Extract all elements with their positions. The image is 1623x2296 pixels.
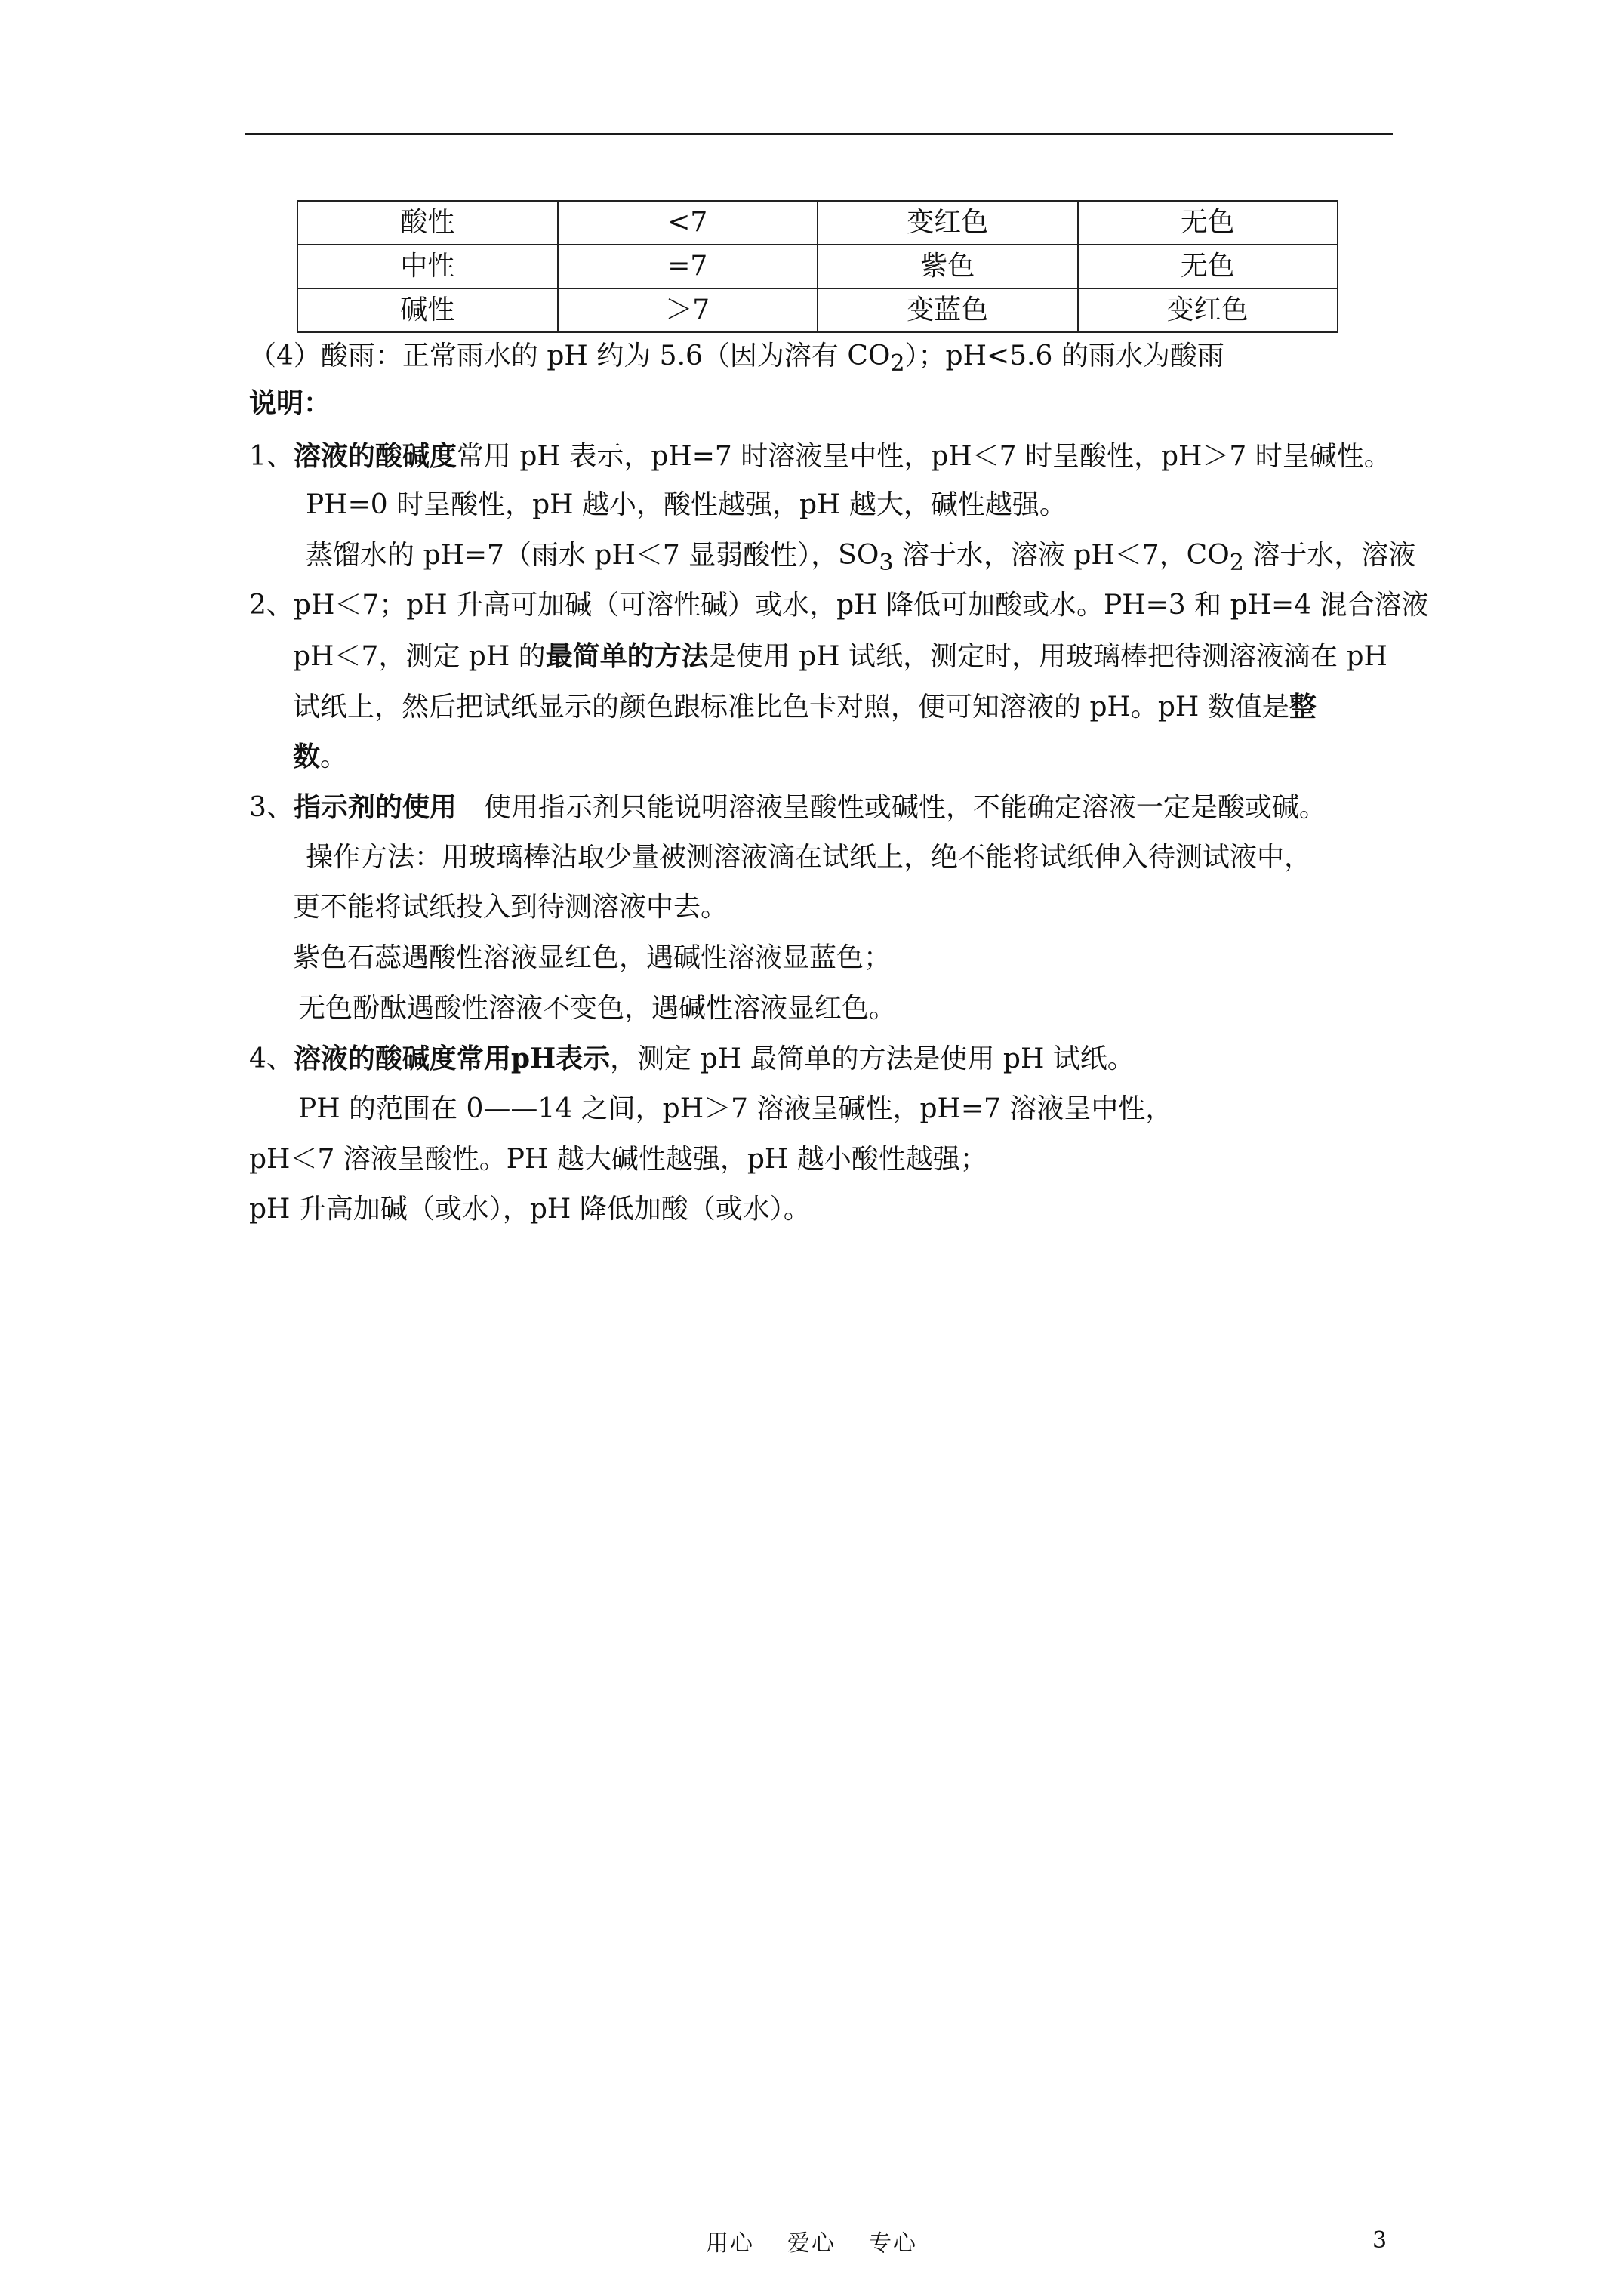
point-2-line-4	[293, 738, 347, 775]
text: 试纸上，然后把试纸显示的颜色跟标准比色卡对照，便可知溶液的 pH。pH 数值是	[293, 692, 1289, 723]
page-number: 3	[1372, 2227, 1387, 2254]
point-1-line-2: PH=0 时呈酸性，pH 越小，酸性越强，pH 越大，碱性越强。	[306, 489, 1067, 520]
acid-rain-line	[249, 338, 1224, 382]
bold-term: 整	[1289, 691, 1317, 723]
point-4-line-1	[249, 1040, 1135, 1077]
footer-word: 专心	[869, 2230, 917, 2257]
footer-word: 用心	[706, 2230, 754, 2257]
bold-term: 指示剂的使用	[293, 791, 457, 823]
item-number: 4、	[249, 1043, 294, 1074]
point-3-line-3: 更不能将试纸投入到待测溶液中去。	[293, 892, 728, 923]
point-2-line-2	[293, 638, 1387, 675]
text: ，测定 pH 最简单的方法是使用 pH 试纸。	[610, 1043, 1135, 1074]
bold-term: 最简单的方法	[545, 640, 709, 672]
table-cell: <7	[558, 201, 818, 245]
table-cell: 中性	[297, 245, 558, 288]
text: 溶于水，溶液	[1243, 540, 1416, 571]
table-cell: 碱性	[297, 288, 558, 332]
table-row	[297, 245, 1338, 288]
point-4-line-3: pH＜7 溶液呈酸性。PH 越大碱性越强，pH 越小酸性越强；	[249, 1144, 987, 1175]
table-cell: =7	[558, 245, 818, 288]
text: 。	[320, 741, 348, 772]
item-number: 1、	[249, 441, 294, 472]
header-rule	[245, 133, 1393, 135]
point-4-line-4: pH 升高加碱（或水），pH 降低加酸（或水）。	[249, 1194, 811, 1225]
point-1-line-3	[306, 538, 1415, 581]
subscript: 2	[890, 350, 905, 378]
table-cell: 变红色	[1078, 288, 1338, 332]
table-cell: 无色	[1078, 245, 1338, 288]
table-cell: 无色	[1078, 201, 1338, 245]
ph-indicator-table	[297, 200, 1338, 333]
point-3-line-1	[249, 789, 1326, 826]
acid-rain-text: ）；pH<5.6 的雨水为酸雨	[904, 341, 1224, 371]
text: 溶于水，溶液 pH＜7，CO	[893, 540, 1230, 571]
footer-word: 爱心	[787, 2230, 836, 2257]
point-2-line-1: 2、pH＜7；pH 升高可加碱（可溶性碱）或水，pH 降低可加酸或水。PH=3 和 pH=4 混合溶液	[249, 590, 1429, 621]
explain-heading: 说明：	[249, 387, 331, 419]
point-1-line-1	[249, 438, 1391, 475]
text: 是使用 pH 试纸，测定时，用玻璃棒把待测溶液滴在 pH	[708, 641, 1387, 672]
bold-term: 表示	[556, 1043, 611, 1074]
table-row	[297, 201, 1338, 245]
subscript: 3	[879, 550, 894, 577]
table-cell: 变蓝色	[818, 288, 1078, 332]
bold-term: 溶液的酸碱度常用	[293, 1043, 511, 1074]
table-cell: 酸性	[297, 201, 558, 245]
subscript: 2	[1229, 550, 1244, 577]
point-4-line-2: PH 的范围在 0——14 之间，pH＞7 溶液呈碱性，pH=7 溶液呈中性，	[298, 1093, 1173, 1124]
text: 常用 pH 表示，pH=7 时溶液呈中性，pH＜7 时呈酸性，pH＞7 时呈碱性。	[456, 441, 1391, 472]
text: 蒸馏水的 pH=7（雨水 pH＜7 显弱酸性），SO	[306, 540, 879, 571]
table-cell: ＞7	[558, 288, 818, 332]
bold-term: pH	[510, 1043, 556, 1074]
text: 使用指示剂只能说明溶液呈酸性或碱性，不能确定溶液一定是酸或碱。	[456, 792, 1326, 823]
text: pH＜7，测定 pH 的	[293, 641, 546, 672]
table-cell: 紫色	[818, 245, 1078, 288]
bold-term: 溶液的酸碱度	[293, 440, 457, 472]
table-row	[297, 288, 1338, 332]
table-cell: 变红色	[818, 201, 1078, 245]
acid-rain-text: （4）酸雨：正常雨水的 pH 约为 5.6（因为溶有 CO	[249, 341, 891, 371]
point-3-line-5: 无色酚酞遇酸性溶液不变色，遇碱性溶液显红色。	[298, 993, 897, 1024]
point-3-line-2: 操作方法：用玻璃棒沾取少量被测溶液滴在试纸上，绝不能将试纸伸入待测试液中，	[306, 842, 1312, 873]
bold-term: 数	[293, 741, 321, 772]
point-2-line-3	[293, 689, 1317, 726]
item-number: 3、	[249, 792, 294, 823]
point-3-line-4: 紫色石蕊遇酸性溶液显红色，遇碱性溶液显蓝色；	[293, 942, 892, 973]
